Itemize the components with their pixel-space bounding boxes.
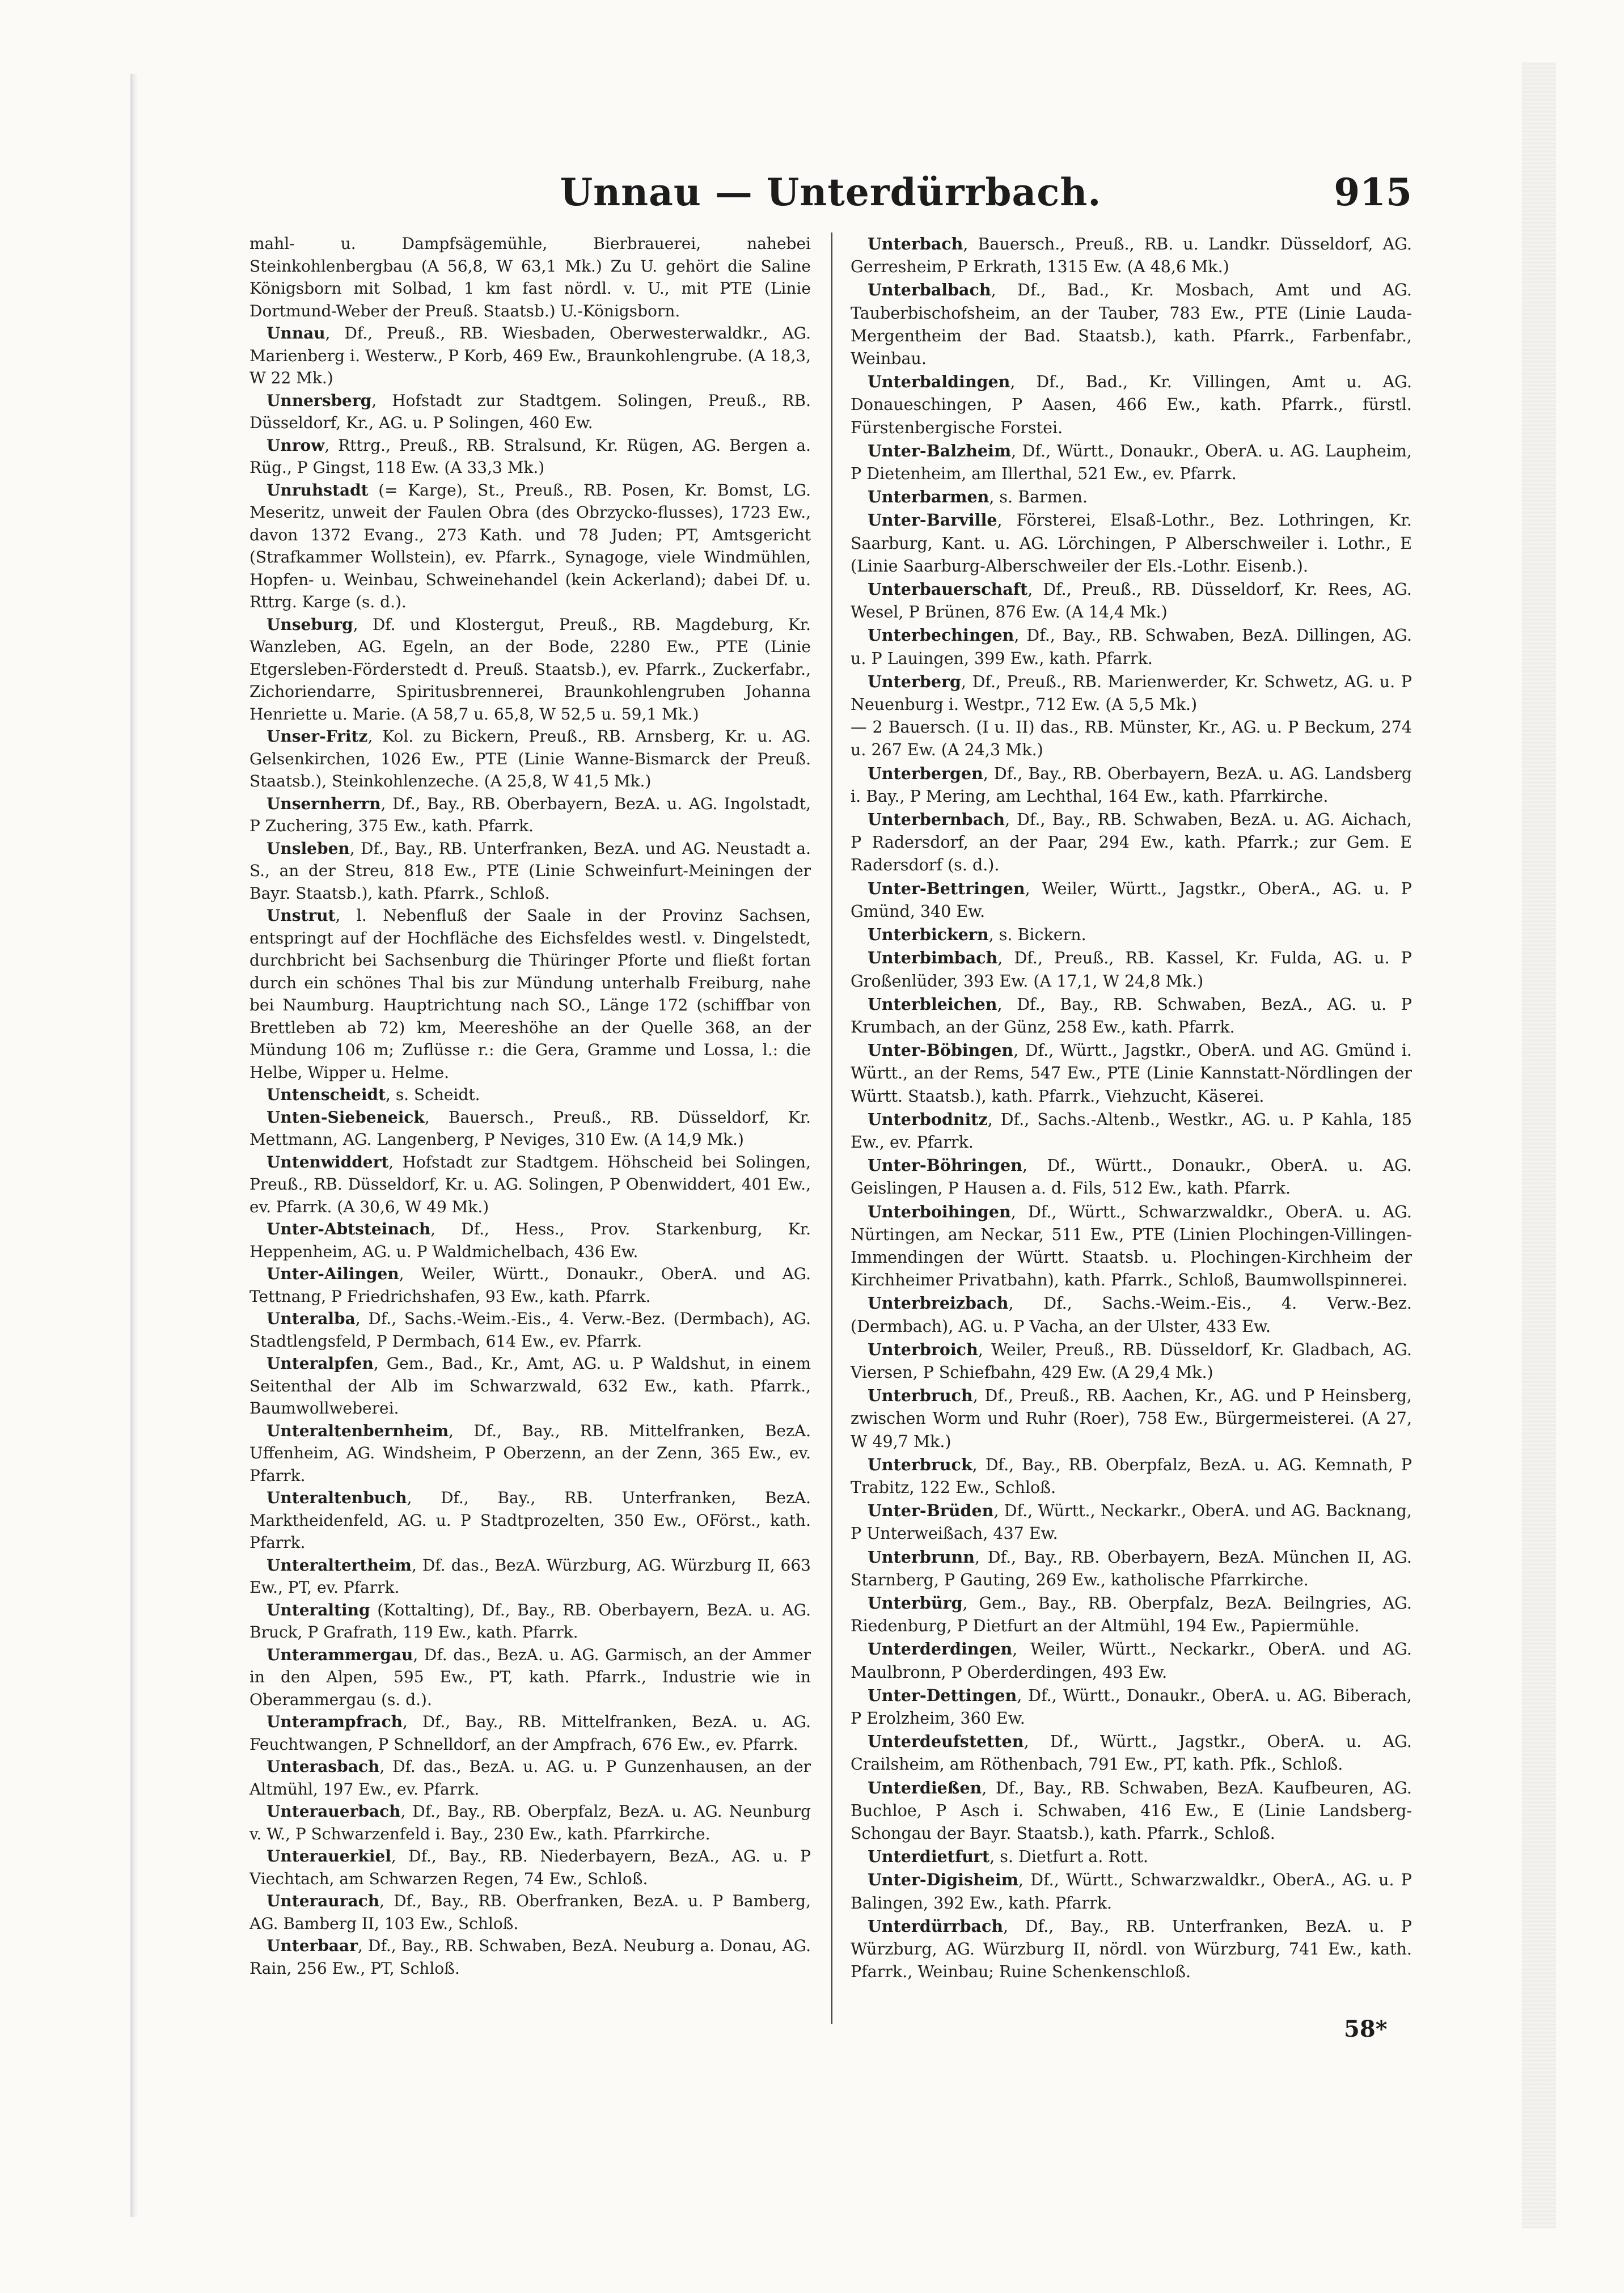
entry-headword: Unter-Digisheim bbox=[868, 1870, 1018, 1890]
entry-headword: Unterbrunn bbox=[868, 1547, 975, 1567]
gazetteer-entry bbox=[851, 1384, 1412, 1453]
entry-text: , Df., Bay., RB. Schwaben, BezA., AG. u. P Krumbach, an der Günz, 258 Ew., kath. Pfarrk. bbox=[851, 995, 1412, 1036]
entry-text: , Df. das., BezA. u. AG. u. P Gunzenhausen, an der Altmühl, 197 Ew., ev. Pfarrk. bbox=[249, 1757, 811, 1799]
entry-text: , Df., Bad., Kr. Mosbach, Amt und AG. Tauberbischofsheim, an der Tauber, 783 Ew., PTE (Linie Lauda-Mergentheim der Bad. Staatsb.), kath. Pfarrk., Farbenfabr., Weinbau. bbox=[851, 281, 1412, 369]
gazetteer-entry bbox=[249, 232, 811, 322]
sheet-signature: 58* bbox=[1344, 2016, 1388, 2042]
entry-text: , Df., Bay., RB. Oberfranken, BezA. u. P Bamberg, AG. Bamberg II, 103 Ew., Schloß. bbox=[249, 1892, 811, 1933]
entry-text: , s. Scheidt. bbox=[386, 1085, 480, 1104]
entry-text: , Df., Preuß., RB. Düsseldorf, Kr. Rees, AG. Wesel, P Brünen, 876 Ew. (A 14,4 Mk.) bbox=[851, 580, 1412, 622]
entry-headword: Unterampfrach bbox=[267, 1712, 403, 1731]
entry-text: , Df., Preuß., RB. Kassel, Kr. Fulda, AG. u. P Großenlüder, 393 Ew. (A 17,1, W 24,8 Mk.) bbox=[851, 949, 1412, 991]
gazetteer-entry bbox=[249, 1890, 811, 1935]
left-column bbox=[249, 232, 811, 1979]
gazetteer-entry bbox=[851, 808, 1412, 877]
entry-text: , Df., Bay., RB. Niederbayern, BezA., AG. u. P Viechtach, am Schwarzen Regen, 74 Ew., Schloß. bbox=[249, 1847, 811, 1888]
entry-text: , Df., Bay., RB. Unterfranken, BezA. und AG. Neustadt a. S., an der Streu, 818 Ew., PTE (Linie Schweinfurt-Meiningen der Bayr. Staatsb.), kath. Pfarrk., Schloß. bbox=[249, 839, 811, 903]
entry-text: , Df., Preuß., RB. Marienwerder, Kr. Schwetz, AG. u. P Neuenburg i. Westpr., 712 Ew. (A 5,5 Mk.) bbox=[851, 672, 1412, 714]
entry-text: , Weiler, Württ., Jagstkr., OberA., AG. u. P Gmünd, 340 Ew. bbox=[851, 879, 1412, 921]
entry-text: , Df. und Klostergut, Preuß., RB. Magdeburg, Kr. Wanzleben, AG. Egeln, an der Bode, 2280 Ew., PTE (Linie Etgersleben-Förderstedt d. Preuß. Staatsb.), ev. Pfarrk., Zuckerfabr., Zichoriendarre, Spiritusbrennerei, Braunkohlengruben Johanna Henriette u. Marie. (A 58,7 u. 65,8, W 52,5 u. 59,1 Mk.) bbox=[249, 615, 811, 724]
entry-headword: Unterdießen bbox=[868, 1778, 982, 1797]
page-number: 915 bbox=[1334, 170, 1412, 214]
entry-headword: Unteraurach bbox=[267, 1892, 380, 1910]
entry-text: , Df., Bay., RB. Oberpfalz, BezA. u. AG. Neunburg v. W., P Schwarzenfeld i. Bay., 230 Ew., kath. Pfarrkirche. bbox=[249, 1802, 811, 1843]
entry-headword: Unterbauerschaft bbox=[868, 579, 1028, 599]
entry-text: , Df., Bay., RB. Schwaben, BezA. Kaufbeuren, AG. Buchloe, P Asch i. Schwaben, 416 Ew., E (Linie Landsberg-Schongau der Bayr. Staatsb.), kath. Pfarrk., Schloß. bbox=[851, 1778, 1412, 1843]
entry-headword: Unterbickern bbox=[868, 925, 989, 945]
gazetteer-entry bbox=[851, 1292, 1412, 1338]
entry-text: , Df., Bay., RB. Oberbayern, BezA. u. AG. Landsberg i. Bay., P Mering, am Lechthal, 164 Ew., kath. Pfarrkirche. bbox=[851, 764, 1412, 806]
gazetteer-entry bbox=[249, 1800, 811, 1845]
gazetteer-entry bbox=[851, 232, 1412, 278]
gazetteer-entry bbox=[249, 614, 811, 726]
gazetteer-entry bbox=[249, 793, 811, 837]
entry-headword: Unter-Böbingen bbox=[868, 1040, 1014, 1060]
entry-text: , Df., Bay., RB. Schwaben, BezA. u. AG. Aichach, P Radersdorf, an der Paar, 294 Ew., kath. Pfarrk.; zur Gem. E Radersdorf (s. d.). bbox=[851, 810, 1412, 875]
entry-text: , s. Bickern. bbox=[988, 925, 1086, 945]
gazetteer-entry bbox=[249, 1711, 811, 1755]
gazetteer-entry bbox=[249, 1554, 811, 1599]
entry-headword: Unterboihingen bbox=[868, 1202, 1011, 1221]
entry-headword: Unter-Böhringen bbox=[868, 1156, 1022, 1175]
gazetteer-entry bbox=[851, 1638, 1412, 1683]
entry-headword: Unterbaar bbox=[267, 1936, 358, 1955]
gazetteer-entry bbox=[249, 1599, 811, 1644]
entry-headword: Unterbalbach bbox=[868, 280, 991, 300]
entry-text: , s. Dietfurt a. Rott. bbox=[989, 1847, 1148, 1867]
entry-headword: Unterbruck bbox=[868, 1454, 972, 1474]
entry-text: , Weiler, Preuß., RB. Düsseldorf, Kr. Gladbach, AG. Viersen, P Schiefbahn, 429 Ew. (A 29,4 Mk.) bbox=[851, 1340, 1412, 1382]
entry-text: , Df., Preuß., RB. Aachen, Kr., AG. und P Heinsberg, zwischen Worm und Ruhr (Roer), 758 Ew., Bürgermeisterei. (A 27, W 49,7 Mk.) bbox=[851, 1386, 1412, 1451]
entry-text: , Df., Sachs.-Weim.-Eis., 4. Verw.-Bez. (Dermbach), AG. Stadtlengsfeld, P Dermbach, 614 Ew., ev. Pfarrk. bbox=[249, 1309, 811, 1351]
entry-text: , Gem., Bad., Kr., Amt, AG. u. P Waldshut, in einem Seitenthal der Alb im Schwarzwald, 632 Ew., kath. Pfarrk., Baumwollweberei. bbox=[249, 1354, 811, 1418]
gazetteer-entry bbox=[851, 993, 1412, 1039]
gazetteer-entry bbox=[249, 479, 811, 614]
gazetteer-entry bbox=[249, 390, 811, 434]
gazetteer-entry bbox=[249, 1308, 811, 1352]
gazetteer-entry bbox=[249, 904, 811, 1084]
entry-headword: Unteralba bbox=[267, 1309, 356, 1328]
gazetteer-entry bbox=[851, 946, 1412, 992]
entry-text: , Weiler, Württ., Neckarkr., OberA. und AG. Maulbronn, P Oberderdingen, 493 Ew. bbox=[851, 1640, 1412, 1682]
entry-headword: Unter-Barville bbox=[868, 510, 997, 530]
entry-headword: Unterasbach bbox=[267, 1757, 380, 1776]
entry-text: , Kol. zu Bickern, Preuß., RB. Arnsberg, Kr. u. AG. Gelsenkirchen, 1026 Ew., PTE (Linie Wanne-Bismarck der Preuß. Staatsb.), Steinkohlenzeche. (A 25,8, W 41,5 Mk.) bbox=[249, 727, 811, 790]
entry-headword: Unseburg bbox=[267, 615, 353, 634]
entry-text: , Df., Sachs.-Weim.-Eis., 4. Verw.-Bez. (Dermbach), AG. u. P Vacha, an der Ulster, 433 Ew. bbox=[851, 1294, 1412, 1336]
entry-headword: Unter-Ailingen bbox=[267, 1264, 399, 1283]
entry-text: , Df., Württ., Donaukr., OberA. u. AG. Biberach, P Erolzheim, 360 Ew. bbox=[851, 1686, 1412, 1728]
gazetteer-entry bbox=[851, 877, 1412, 923]
entry-text: — 2 Bauersch. (I u. II) das., RB. Münster, Kr., AG. u. P Beckum, 274 u. 267 Ew. (A 24,3 Mk.) bbox=[851, 718, 1412, 760]
entry-text: , Df., Bay., RB. Schwaben, BezA. Neuburg a. Donau, AG. Rain, 256 Ew., PT, Schloß. bbox=[249, 1936, 811, 1978]
column-divider bbox=[831, 232, 832, 2024]
entry-headword: Unterbechingen bbox=[868, 625, 1014, 645]
entry-headword: Unruhstadt bbox=[267, 480, 369, 500]
entry-headword: Unser-Fritz bbox=[267, 727, 368, 746]
gazetteer-entry bbox=[851, 670, 1412, 716]
gazetteer-entry bbox=[249, 1352, 811, 1420]
entry-headword: Unteralting bbox=[267, 1600, 370, 1619]
gazetteer-entry bbox=[249, 1084, 811, 1106]
entry-headword: Unterbruch bbox=[868, 1386, 973, 1406]
entry-headword: Unterdürrbach bbox=[868, 1916, 1004, 1936]
entry-text: , l. Nebenfluß der Saale in der Provinz Sachsen, entspringt auf der Hochfläche des Eichsfeldes westl. v. Dingelstedt, durchbricht bei Sachsenburg die Thüringer Pforte und fließt fortan durch ein schönes Thal bis zur Mündung unterhalb Freiburg, nahe bei Naumburg. Hauptrichtung nach SO., Länge 172 (schiffbar von Brettleben ab 72) km, Meereshöhe an der Quelle 368, an der Mündung 106 m; Zuflüsse r.: die Gera, Gramme und Lossa, l.: die Helbe, Wipper u. Helme. bbox=[249, 906, 811, 1082]
gazetteer-entry bbox=[851, 1546, 1412, 1592]
entry-text: , Df., Bay., RB. Mittelfranken, BezA. Uffenheim, AG. Windsheim, P Oberzenn, an der Zenn, 365 Ew., ev. Pfarrk. bbox=[249, 1421, 811, 1485]
page-title: Unnau — Unterdürrbach. bbox=[560, 170, 1102, 214]
entry-headword: Unten-Siebeneick bbox=[267, 1107, 425, 1127]
entry-headword: Unnau bbox=[267, 324, 325, 342]
entry-headword: Unteraltertheim bbox=[267, 1555, 412, 1575]
entry-text: mahl- u. Dampfsägemühle, Bierbrauerei, nahebei Steinkohlenbergbau (A 56,8, W 63,1 Mk.) Zu U. gehört die Saline Königsborn mit Solbad, 1 km fast nördl. v. U., mit PTE (Linie Dortmund-Weber der Preuß. Staatsb.) U.-Königsborn. bbox=[249, 234, 811, 320]
entry-headword: Unterbarmen bbox=[868, 487, 989, 507]
entry-text: , Df., Bay., RB. Schwaben, BezA. Dillingen, AG. u. P Lauingen, 399 Ew., kath. Pfarrk. bbox=[851, 626, 1412, 668]
gazetteer-entry bbox=[851, 1730, 1412, 1776]
gazetteer-entry bbox=[851, 1154, 1412, 1200]
gazetteer-entry bbox=[851, 1845, 1412, 1868]
entry-headword: Unterderdingen bbox=[868, 1639, 1013, 1659]
gazetteer-entry bbox=[851, 624, 1412, 670]
entry-headword: Unterbleichen bbox=[868, 994, 997, 1014]
right-column bbox=[851, 232, 1412, 1983]
entry-text: , Df., Württ., Schwarzwaldkr., OberA. u. AG. Nürtingen, am Neckar, 511 Ew., PTE (Linien Plochingen-Villingen-Immendingen der Württ. Staatsb. u. Plochingen-Kirchheim der Kirchheimer Privatbahn), kath. Pfarrk., Schloß, Baumwollspinnerei. bbox=[851, 1202, 1412, 1290]
entry-text: , Df., Bay., RB. Unterfranken, BezA. Marktheidenfeld, AG. u. P Stadtprozelten, 350 Ew., OFörst., kath. Pfarrk. bbox=[249, 1488, 811, 1552]
gazetteer-entry bbox=[249, 725, 811, 793]
gazetteer-entry bbox=[851, 485, 1412, 509]
gazetteer-entry bbox=[851, 1776, 1412, 1846]
entry-text: , Försterei, Elsaß-Lothr., Bez. Lothringen, Kr. Saarburg, Kant. u. AG. Lörchingen, P Alberschweiler i. Lothr., E (Linie Saarburg-Alberschweiler der Els.-Lothr. Eisenb.). bbox=[851, 511, 1412, 576]
entry-headword: Unterbach bbox=[868, 234, 963, 253]
entry-text: , Gem., Bay., RB. Oberpfalz, BezA. Beilngries, AG. Riedenburg, P Dietfurt an der Altmühl, 194 Ew., Papiermühle. bbox=[851, 1593, 1412, 1636]
gazetteer-entry bbox=[249, 1420, 811, 1487]
entry-text: , Df., Württ., Donaukr., OberA. u. AG. Geislingen, P Hausen a. d. Fils, 512 Ew., kath. Pfarrk. bbox=[851, 1156, 1412, 1198]
entry-text: , Df., Hess., Prov. Starkenburg, Kr. Heppenheim, AG. u. P Waldmichelbach, 436 Ew. bbox=[249, 1220, 811, 1261]
entry-headword: Unteraltenbernheim bbox=[267, 1421, 449, 1440]
gazetteer-entry bbox=[851, 578, 1412, 624]
gazetteer-entry bbox=[851, 1684, 1412, 1730]
entry-headword: Unterbürg bbox=[868, 1593, 963, 1613]
entry-headword: Unteralpfen bbox=[267, 1354, 374, 1373]
gazetteer-entry bbox=[851, 1200, 1412, 1292]
entry-text: , Df., Württ., Jagstkr., OberA. und AG. Gmünd i. Württ., an der Rems, 547 Ew., PTE (Linie Kannstatt-Nördlingen der Württ. Staatsb.), kath. Pfarrk., Viehzucht, Käserei. bbox=[851, 1041, 1412, 1106]
gazetteer-entry bbox=[851, 1868, 1412, 1914]
entry-headword: Unter-Balzheim bbox=[868, 441, 1012, 460]
entry-text: (Kottalting), Df., Bay., RB. Oberbayern, BezA. u. AG. Bruck, P Grafrath, 119 Ew., kath. Pfarrk. bbox=[249, 1600, 811, 1642]
entry-text: , Df. das., BezA. u. AG. Garmisch, an der Ammer in den Alpen, 595 Ew., PT, kath. Pfarrk., Industrie wie in Oberammergau (s. d.). bbox=[249, 1645, 811, 1709]
gazetteer-entry bbox=[249, 1935, 811, 1979]
entry-headword: Unnersberg bbox=[267, 391, 372, 410]
entry-headword: Unterdietfurt bbox=[868, 1847, 990, 1867]
gazetteer-entry bbox=[249, 1487, 811, 1554]
entry-headword: Unter-Dettingen bbox=[868, 1685, 1017, 1705]
gazetteer-entry bbox=[851, 439, 1412, 485]
page-header bbox=[249, 170, 1412, 238]
gazetteer-entry bbox=[851, 1039, 1412, 1108]
entry-text: , Hofstadt zur Stadtgem. Höhscheid bei Solingen, Preuß., RB. Düsseldorf, Kr. u. AG. Solingen, P Obenwiddert, 401 Ew., ev. Pfarrk. (A 30,6, W 49 Mk.) bbox=[249, 1152, 811, 1216]
gazetteer-entry bbox=[249, 1218, 811, 1263]
entry-headword: Unterbernbach bbox=[868, 810, 1005, 830]
entry-text: , Weiler, Württ., Donaukr., OberA. und AG. Tettnang, P Friedrichshafen, 93 Ew., kath. Pfarrk. bbox=[249, 1264, 811, 1306]
entry-text: , Bauersch., Preuß., RB. Düsseldorf, Kr. Mettmann, AG. Langenberg, P Neviges, 310 Ew. (A 14,9 Mk.) bbox=[249, 1107, 811, 1149]
gazetteer-entry bbox=[851, 762, 1412, 808]
entry-text: , Hofstadt zur Stadtgem. Solingen, Preuß., RB. Düsseldorf, Kr., AG. u. P Solingen, 460 Ew. bbox=[249, 391, 811, 432]
entry-headword: Unterbaldingen bbox=[868, 372, 1010, 392]
gazetteer-entry bbox=[851, 1108, 1412, 1154]
entry-text: , Df., Bay., RB. Mittelfranken, BezA. u. AG. Feuchtwangen, P Schnelldorf, an der Ampfrach, 676 Ew., ev. Pfarrk. bbox=[249, 1712, 811, 1754]
entry-headword: Unterbergen bbox=[868, 763, 983, 783]
gazetteer-entry bbox=[249, 1151, 811, 1219]
entry-text: , s. Barmen. bbox=[989, 488, 1088, 507]
entry-headword: Untenwiddert bbox=[267, 1152, 389, 1171]
gazetteer-entry bbox=[249, 1845, 811, 1890]
gazetteer-entry bbox=[249, 837, 811, 905]
entry-headword: Unterbodnitz bbox=[868, 1109, 988, 1129]
entry-text: , Df., Bad., Kr. Villingen, Amt u. AG. Donaueschingen, P Aasen, 466 Ew., kath. Pfarrk., fürstl. Fürstenbergische Forstei. bbox=[851, 373, 1412, 437]
entry-text: , Df., Preuß., RB. Wiesbaden, Oberwesterwaldkr., AG. Marienberg i. Westerw., P Korb, 469 Ew., Braunkohlengrube. (A 18,3, W 22 Mk.) bbox=[249, 324, 811, 387]
entry-headword: Unterbimbach bbox=[868, 948, 998, 968]
entry-headword: Untenscheidt bbox=[267, 1085, 386, 1104]
entry-headword: Unter-Brüden bbox=[868, 1501, 994, 1521]
gazetteer-entry bbox=[851, 278, 1412, 370]
entry-text: , Df., Württ., Neckarkr., OberA. und AG. Backnang, P Unterweißach, 437 Ew. bbox=[851, 1501, 1412, 1543]
entry-headword: Unterbreizbach bbox=[868, 1293, 1009, 1313]
entry-text: , Df., Bay., RB. Oberbayern, BezA. München II, AG. Starnberg, P Gauting, 269 Ew., katholische Pfarrkirche. bbox=[851, 1547, 1412, 1589]
gazetteer-entry bbox=[851, 1592, 1412, 1638]
gazetteer-entry bbox=[851, 716, 1412, 761]
scan-edge-left bbox=[130, 74, 138, 2217]
entry-headword: Unterammergau bbox=[267, 1645, 413, 1664]
entry-text: , Df., Bay., RB. Unterfranken, BezA. u. P Würzburg, AG. Würzburg II, nördl. von Würzburg, 741 Ew., kath. Pfarrk., Weinbau; Ruine Schenkenschloß. bbox=[851, 1917, 1412, 1982]
gazetteer-entry bbox=[851, 923, 1412, 946]
gazetteer-entry bbox=[851, 1338, 1412, 1384]
gazetteer-entry bbox=[851, 1499, 1412, 1545]
entry-headword: Unterdeufstetten bbox=[868, 1732, 1024, 1752]
gazetteer-entry bbox=[851, 1915, 1412, 1984]
entry-headword: Unterauerbach bbox=[267, 1802, 401, 1821]
entry-text: , Df., Württ., Jagstkr., OberA. u. AG. Crailsheim, am Röthenbach, 791 Ew., PT, kath. Pfk., Schloß. bbox=[851, 1732, 1412, 1774]
entry-headword: Unterbroich bbox=[868, 1339, 978, 1359]
entry-text: (= Karge), St., Preuß., RB. Posen, Kr. Bomst, LG. Meseritz, unweit der Faulen Obra (des Obrzycko-flusses), 1723 Ew., davon 1372 Evang., 273 Kath. und 78 Juden; PT, Amtsgericht (Strafkammer Wollstein), ev. Pfarrk., Synagoge, viele Windmühlen, Hopfen- u. Weinbau, Schweinehandel (kein Ackerland); dabei Df. u. Rttrg. Karge (s. d.). bbox=[249, 480, 811, 611]
gazetteer-entry bbox=[851, 509, 1412, 578]
gazetteer-entry bbox=[851, 1453, 1412, 1499]
entry-text: , Df., Bay., RB. Oberpfalz, BezA. u. AG. Kemnath, P Trabitz, 122 Ew., Schloß. bbox=[851, 1455, 1412, 1497]
gazetteer-entry bbox=[249, 1755, 811, 1800]
entry-headword: Unrow bbox=[267, 435, 325, 455]
entry-text: , Df., Württ., Schwarzwaldkr., OberA., AG. u. P Balingen, 392 Ew., kath. Pfarrk. bbox=[851, 1871, 1412, 1913]
entry-headword: Unteraltenbuch bbox=[267, 1488, 407, 1507]
entry-headword: Unter-Abtsteinach bbox=[267, 1220, 431, 1238]
entry-headword: Unsleben bbox=[267, 839, 350, 858]
entry-headword: Unstrut bbox=[267, 906, 336, 925]
scan-edge-right bbox=[1522, 62, 1556, 2228]
entry-text: , Df., Sachs.-Altenb., Westkr., AG. u. P Kahla, 185 Ew., ev. Pfarrk. bbox=[851, 1110, 1412, 1152]
gazetteer-entry bbox=[249, 1263, 811, 1308]
entry-headword: Unter-Bettringen bbox=[868, 878, 1025, 898]
gazetteer-entry bbox=[851, 370, 1412, 439]
entry-text: , Rttrg., Preuß., RB. Stralsund, Kr. Rügen, AG. Bergen a. Rüg., P Gingst, 118 Ew. (A 33,3 Mk.) bbox=[249, 435, 811, 477]
entry-text: , Df., Württ., Donaukr., OberA. u. AG. Laupheim, P Dietenheim, am Illerthal, 521 Ew., ev. Pfarrk. bbox=[851, 441, 1412, 484]
entry-headword: Unterberg bbox=[868, 671, 961, 691]
gazetteer-entry bbox=[249, 1106, 811, 1151]
gazetteer-entry bbox=[249, 434, 811, 479]
entry-text: , Df., Bay., RB. Oberbayern, BezA. u. AG. Ingolstadt, P Zuchering, 375 Ew., kath. Pfarrk. bbox=[249, 794, 811, 835]
entry-text: , Df. das., BezA. Würzburg, AG. Würzburg II, 663 Ew., PT, ev. Pfarrk. bbox=[249, 1555, 811, 1597]
entry-text: , Bauersch., Preuß., RB. u. Landkr. Düsseldorf, AG. Gerresheim, P Erkrath, 1315 Ew. (A 48,6 Mk.) bbox=[851, 235, 1412, 277]
entry-headword: Unsernherrn bbox=[267, 794, 381, 813]
gazetteer-entry bbox=[249, 322, 811, 390]
entry-headword: Unterauerkiel bbox=[267, 1847, 391, 1865]
gazetteer-entry bbox=[249, 1644, 811, 1711]
